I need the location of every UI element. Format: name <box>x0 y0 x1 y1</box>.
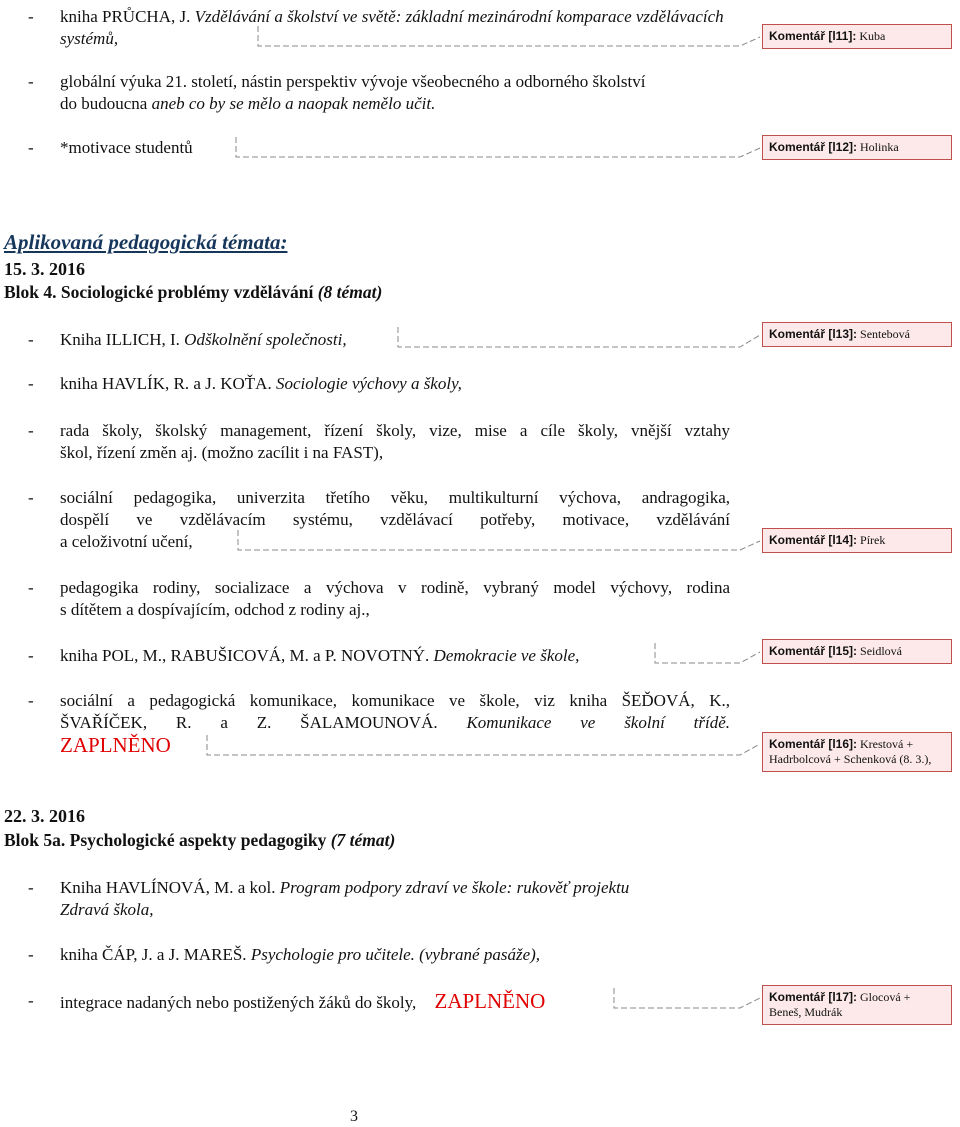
list-dash: - <box>28 374 34 393</box>
full-status: ZAPLNĚNO <box>60 733 171 757</box>
date-heading: 22. 3. 2016 <box>4 806 85 826</box>
list-dash: - <box>28 488 34 507</box>
document-page: - kniha PRŮCHA, J. Vzdělávání a školství ve světě: základní mezinárodní komparace vzdělávacích systémů, - globální výuka 21. století, nástin perspektiv vývoje všeobecného a odborného školství do budoucna aneb co by se mělo a naopak nemělo učit. - *motivace studentů Aplikovaná pedagogická témata: 15. 3. 2016 Blok 4. Sociologické problémy vzdělávání (8 témat) - Kniha ILLICH, I. Odškolnění společnosti, - kniha HAVLÍK, R. a J. KOŤA. Sociologie výchovy a školy, - rada školy, školský management, řízení školy, vize, mise a cíle školy, vnější vztahy škol, řízení změn aj. (možno zacílit i na FAST), - sociální pedagogika, univerzita třetího věku, multikulturní výchova, andragogika, dospělí ve vzdělávacím systému, vzdělávací potřeby, motivace, vzdělávání a celoživotní učení, - pedagogika rodiny, socializace a výchova v rodině, vybraný model výchovy, rodina s dítětem a dospívajícím, odchod z rodiny aj., - kniha POL, M., RABUŠICOVÁ, M. a P. NOVOTNÝ. Demokracie ve škole, - sociální a pedagogická komunikace, komunikace ve škole, viz kniha ŠEĎOVÁ, K., ŠVAŘÍČEK, R. a Z. ŠALAMOUNOVÁ. Komunikace ve školní třídě. ZAPLNĚNO 22. 3. 2016 Blok 5a. Psychologické aspekty pedagogiky (7 témat) - Kniha HAVLÍNOVÁ, M. a kol. Program podpory zdraví ve škole: rukověť projektu Zdravá škola, - kniha ČÁP, J. a J. MAREŠ. Psychologie pro učitele. (vybrané pasáže), - integrace nadaných nebo postižených žáků do školy, ZAPLNĚNO Komentář [l11]: Kuba Komentář [l12]: Holinka Komentář [l13]: Sentebová Komentář [l14]: Pírek Komentář [l15]: Seidlová Komentář [l16]: Krestová + Hadrbolcová + Schenková (8. 3.), Komentář [l17]: Glocová + Beneš, Mudrák 3 <box>0 0 960 1127</box>
block-heading: Blok 5a. Psychologické aspekty pedagogiky (7 témat) <box>4 830 396 850</box>
book-title: Komunikace ve školní třídě. <box>466 713 730 732</box>
comment-balloon[interactable]: Komentář [l12]: Holinka <box>762 135 952 160</box>
list-dash: - <box>28 330 34 349</box>
list-dash: - <box>28 691 34 710</box>
list-dash: - <box>28 138 34 157</box>
list-dash: - <box>28 421 34 440</box>
comment-balloon[interactable]: Komentář [l16]: Krestová + Hadrbolcová + Schenková (8. 3.), <box>762 732 952 772</box>
comment-balloon[interactable]: Komentář [l17]: Glocová + Beneš, Mudrák <box>762 985 952 1025</box>
list-dash: - <box>28 945 34 964</box>
list-dash: - <box>28 991 34 1010</box>
comment-balloon[interactable]: Komentář [l15]: Seidlová <box>762 639 952 664</box>
item-text: *motivace studentů <box>60 138 193 157</box>
date-heading: 15. 3. 2016 <box>4 259 85 279</box>
list-dash: - <box>28 7 34 26</box>
section-heading: Aplikovaná pedagogická témata: <box>4 230 288 254</box>
list-dash: - <box>28 878 34 897</box>
list-dash: - <box>28 72 34 91</box>
book-title: Demokracie ve škole, <box>433 646 580 665</box>
book-title: Odškolnění společnosti, <box>184 330 347 349</box>
item-text: kniha PRŮCHA, J. <box>60 7 195 26</box>
comment-balloon[interactable]: Komentář [l13]: Sentebová <box>762 322 952 347</box>
item-italic-text: aneb co by se mělo a naopak nemělo učit. <box>151 94 436 113</box>
book-title: Program podpory zdraví ve škole: rukověť projektu <box>279 878 630 897</box>
full-status: ZAPLNĚNO <box>434 989 546 1013</box>
list-dash: - <box>28 578 34 597</box>
list-dash: - <box>28 646 34 665</box>
comment-balloon[interactable]: Komentář [l11]: Kuba <box>762 24 952 49</box>
block-heading: Blok 4. Sociologické problémy vzdělávání (8 témat) <box>4 282 383 302</box>
book-title: Psychologie pro učitele. (vybrané pasáže), <box>250 945 541 964</box>
book-title: Zdravá škola, <box>60 900 154 919</box>
book-title: Sociologie výchovy a školy, <box>275 374 462 393</box>
book-title: Vzdělávání a školství ve světě: základní mezinárodní komparace vzdělávacích systémů, <box>60 7 724 48</box>
page-number: 3 <box>350 1108 358 1125</box>
comment-balloon[interactable]: Komentář [l14]: Pírek <box>762 528 952 553</box>
item-text: globální výuka 21. století, nástin perspektiv vývoje všeobecného a odborného školství <box>60 72 646 91</box>
item-text: do budoucna <box>60 94 152 113</box>
